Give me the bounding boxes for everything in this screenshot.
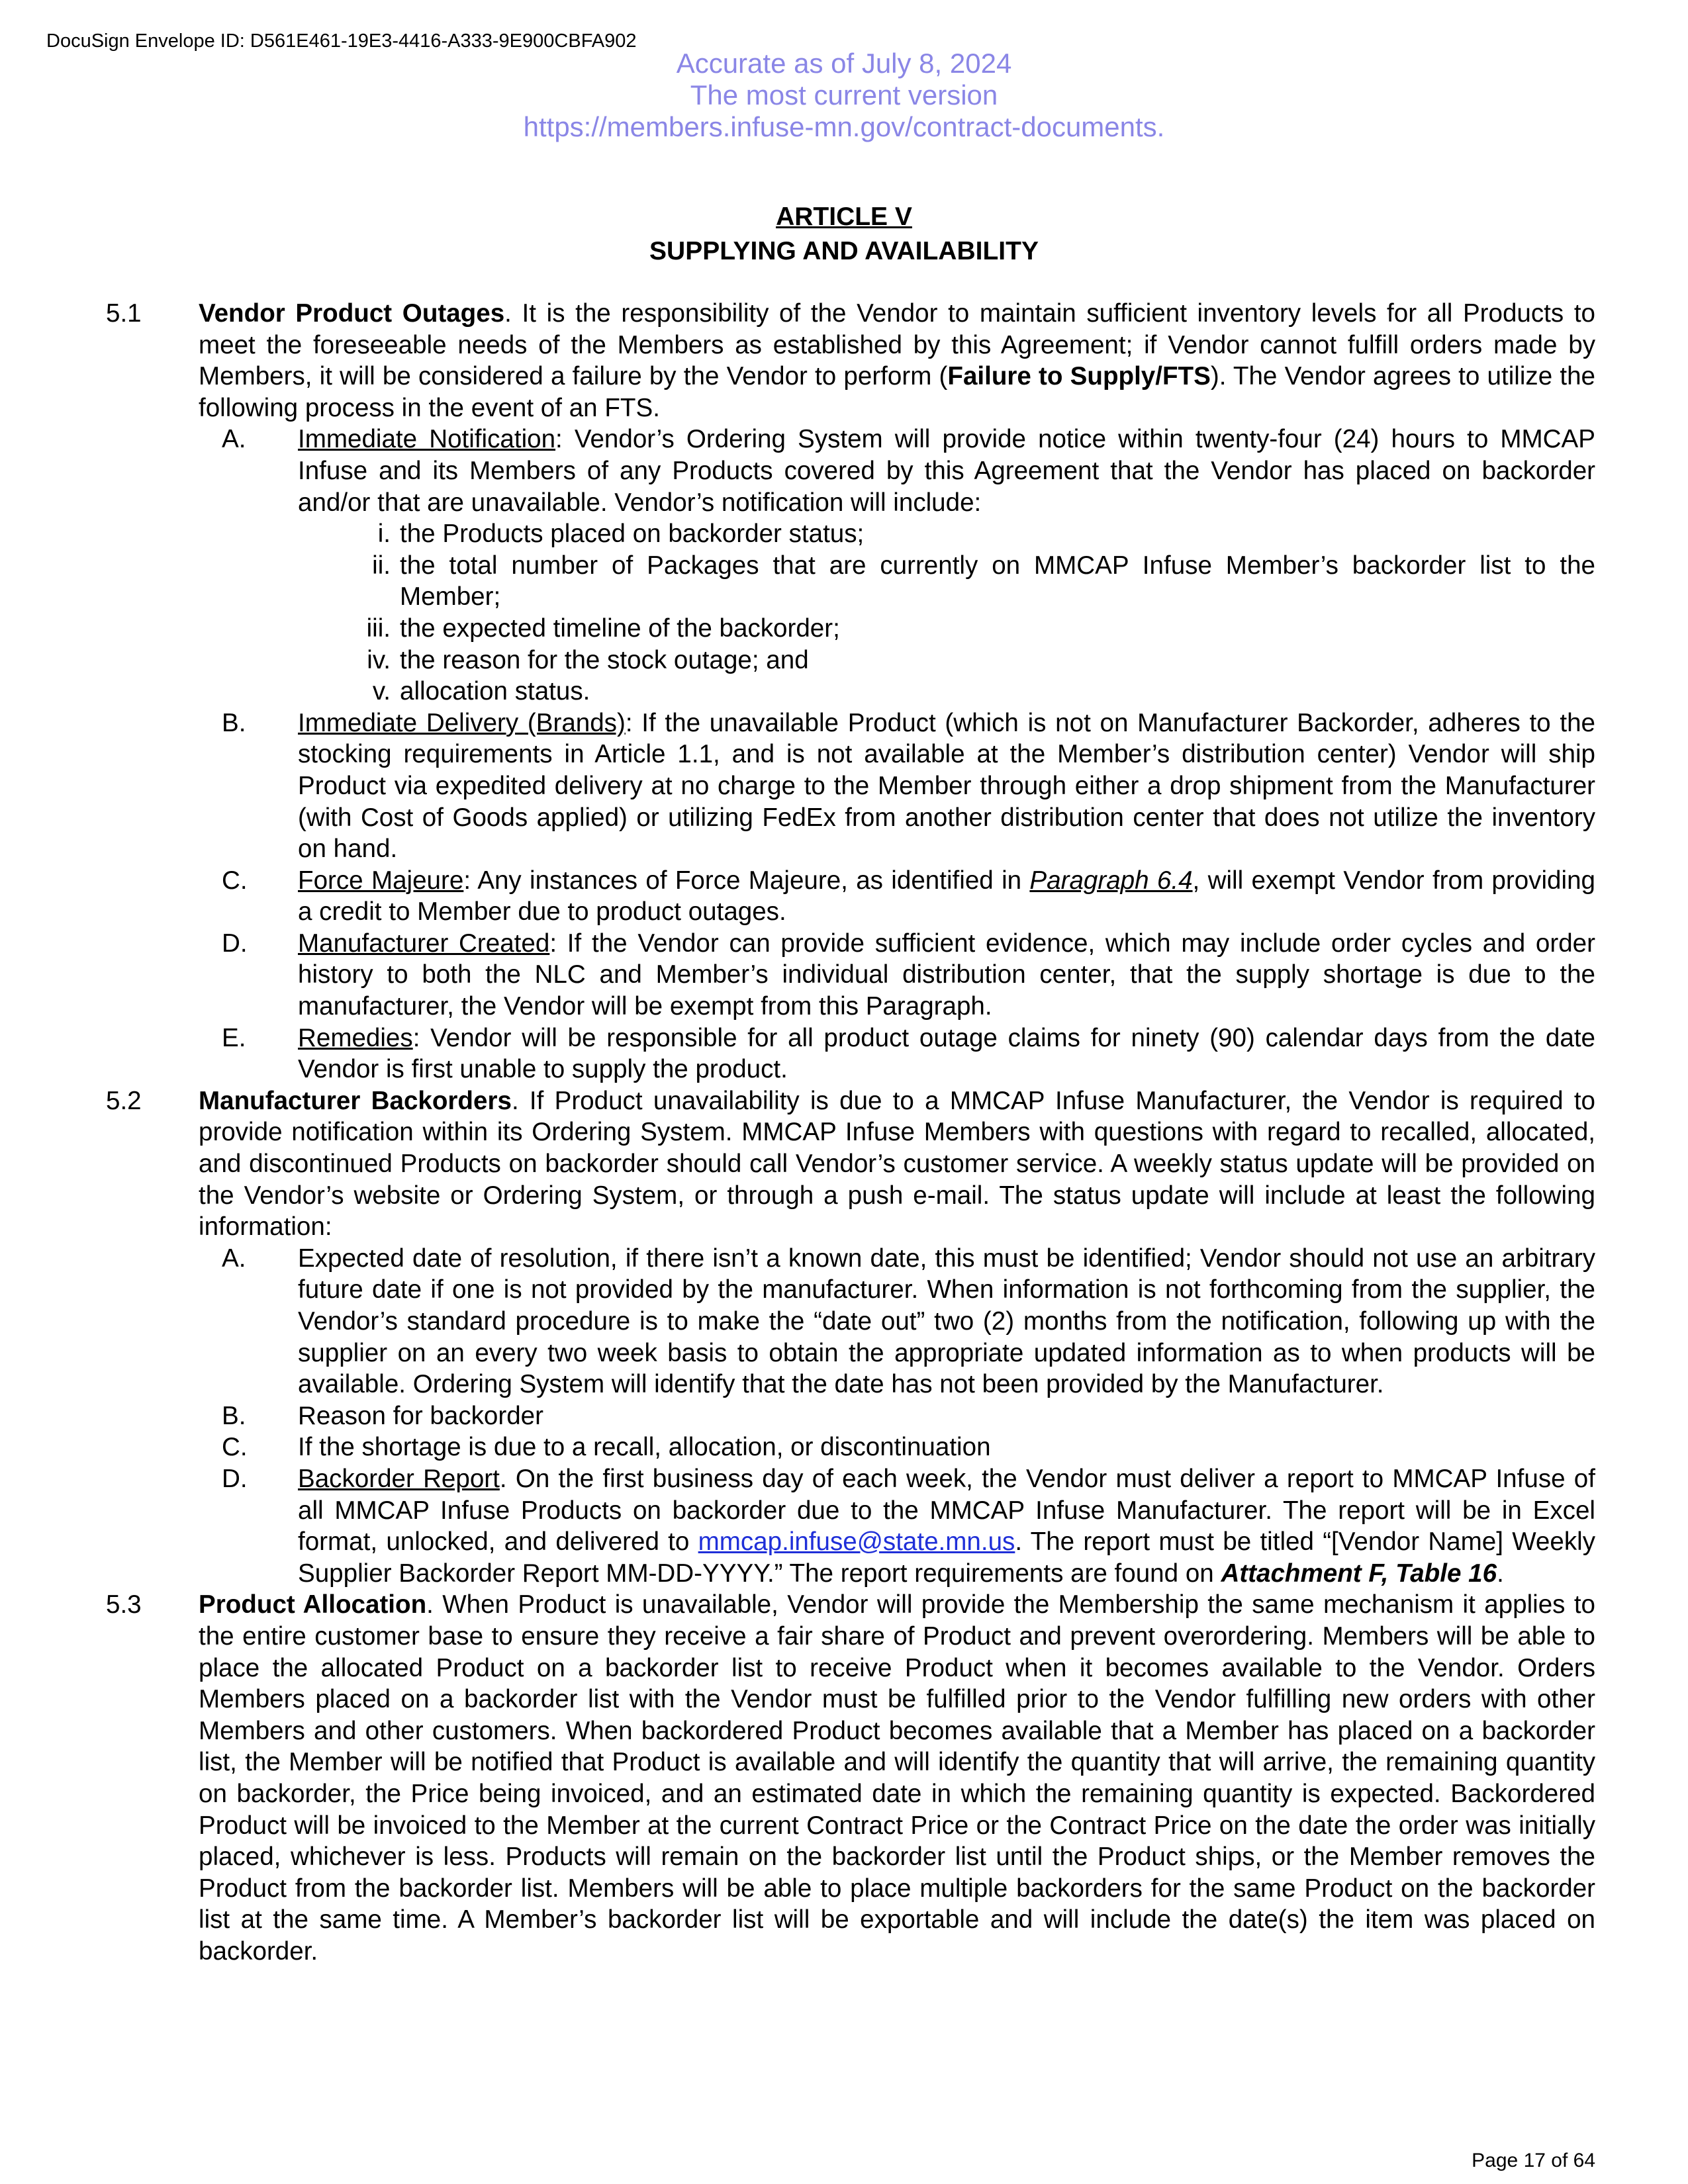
item-label: C. (222, 1433, 248, 1462)
paragraph-reference: Paragraph 6.4 (1029, 866, 1193, 895)
item-text: : Vendor will be responsible for all product outage claims for ninety (90) calendar days from the date Vendor is first unable to supply the product. (298, 1023, 1595, 1084)
item-5-1-a-i (106, 518, 1595, 550)
item-label: v. (372, 677, 391, 706)
section-title: Vendor Product Outages (199, 299, 505, 328)
item-heading: Force Majeure (298, 866, 464, 895)
item-text: the reason for the stock outage; and (400, 645, 809, 674)
item-label: iv. (367, 645, 391, 674)
section-text: ). The Vendor agrees to utilize the following process in the event of an FTS. (199, 362, 1595, 422)
item-heading: Immediate Notification (298, 425, 556, 454)
item-5-2-d (106, 1463, 1595, 1589)
item-heading: Manufacturer Created (298, 929, 550, 958)
defined-term: Failure to Supply/FTS (947, 362, 1211, 391)
item-5-2-a (106, 1243, 1595, 1400)
item-5-1-a-iv (106, 645, 1595, 676)
item-5-1-a (106, 424, 1595, 518)
item-label: E. (222, 1023, 246, 1052)
document-body (106, 298, 1595, 1967)
item-text: : Vendor’s Ordering System will provide notice within twenty-four (24) hours to MMCAP Infuse and its Members of any Products covered by this Agreement that the Vendor has placed on backorder and/or that are unavailable. Vendor’s notification will include: (298, 425, 1595, 517)
item-label: iii. (366, 614, 391, 643)
item-5-1-a-v (106, 676, 1595, 707)
item-label: B. (222, 708, 246, 737)
section-text: . It is the responsibility of the Vendor to maintain sufficient inventory levels for all Products to meet the foreseeable needs of the Members as established by this Agreement; if Vendor cannot fulfill orders made by Members, it will be considered a failure by the Vendor to perform ( (199, 299, 1596, 391)
item-heading: Backorder Report (298, 1464, 500, 1493)
section-5-3 (106, 1589, 1595, 1967)
item-heading: Remedies (298, 1023, 413, 1052)
item-label: A. (222, 1244, 246, 1273)
item-text: : If the Vendor can provide sufficient evidence, which may include order cycles and order history to both the NLC and Member’s individual distribution center, that the supply shortage is due to the manufacturer, the Vendor will be exempt from this Paragraph. (298, 929, 1595, 1021)
item-text: the expected timeline of the backorder; (400, 614, 840, 643)
section-5-1 (106, 298, 1595, 424)
item-5-1-e (106, 1023, 1595, 1085)
article-heading (0, 200, 1688, 269)
section-text: . If Product unavailability is due to a MMCAP Infuse Manufacturer, the Vendor is required to provide notification within its Ordering System. MMCAP Infuse Members with questions with regard to recalled, allocated, and discontinued Products on backorder should call Vendor’s customer service. A weekly status update will be provided on the Vendor’s website or Ordering System, or through a push e-mail. The status update will include at least the following information: (199, 1086, 1595, 1242)
item-label: D. (222, 929, 248, 958)
item-text: . On the first business day of each week, the Vendor must deliver a report to MMCAP Infuse of all MMCAP Infuse Products on backorder due to the MMCAP Infuse Manufacturer. The report will be in Excel format, unlocked, and delivered to (298, 1464, 1595, 1557)
docusign-envelope-id: DocuSign Envelope ID: D561E461-19E3-4416-A333-9E900CBFA902 (46, 30, 637, 52)
item-text: allocation status. (400, 677, 590, 706)
item-text: . The report must be titled “[Vendor Name] Weekly Supplier Backorder Report MM-DD-YYYY.” The report requirements are found on (298, 1527, 1595, 1588)
item-5-1-c (106, 865, 1595, 928)
section-title: Manufacturer Backorders (199, 1086, 512, 1115)
item-text: If the shortage is due to a recall, allocation, or discontinuation (298, 1433, 991, 1462)
section-number: 5.1 (106, 299, 142, 328)
watermark-line-1: Accurate as of July 8, 2024 (676, 48, 1012, 79)
attachment-reference: Attachment F, Table 16 (1221, 1559, 1497, 1588)
item-heading: Immediate Delivery (Brands) (298, 708, 626, 737)
item-5-1-a-iii (106, 613, 1595, 645)
watermark-line-2: The most current version (690, 79, 998, 111)
watermark-url[interactable]: https://members.infuse-mn.gov/contract-documents. (523, 111, 1165, 142)
article-number: ARTICLE V (776, 203, 912, 231)
section-5-2 (106, 1085, 1595, 1243)
item-text: . (1497, 1559, 1504, 1588)
item-5-2-b (106, 1400, 1595, 1432)
section-number: 5.2 (106, 1086, 142, 1115)
item-text: : If the unavailable Product (which is not on Manufacturer Backorder, adheres to the stocking requirements in Article 1.1, and is not available at the Member’s distribution center) Vendor will ship Product via expedited delivery at no charge to the Member through either a drop shipment from the Manufacturer (with Cost of Goods applied) or utilizing FedEx from another distribution center that does not utilize the inventory on hand. (298, 708, 1595, 864)
item-text: Reason for backorder (298, 1401, 543, 1430)
item-text: the total number of Packages that are currently on MMCAP Infuse Member’s backorder list to the Member; (400, 551, 1595, 612)
item-label: B. (222, 1401, 246, 1430)
accuracy-watermark (0, 48, 1688, 143)
item-5-1-b (106, 707, 1595, 865)
item-text: Expected date of resolution, if there isn’t a known date, this must be identified; Vendor should not use an arbitrary future date if one is not provided by the manufacturer. When information is not forthcoming from the supplier, the Vendor’s standard procedure is to make the “date out” two (2) months from the notification, following up with the supplier on an every two week basis to obtain the appropriate updated information as to when products will be available. Ordering System will identify that the date has not been provided by the Manufacturer. (298, 1244, 1595, 1399)
item-text: the Products placed on backorder status; (400, 520, 865, 549)
section-number: 5.3 (106, 1590, 142, 1619)
section-text: . When Product is unavailable, Vendor will provide the Membership the same mechanism it applies to the entire customer base to ensure they receive a fair share of Product and prevent overordering. Members will be able to place the allocated Product on a backorder list to receive Product when it becomes available to the Vendor. Orders Members placed on a backorder list with the Vendor must be fulfilled prior to the Vendor fulfilling new orders with other Members and other customers. When backordered Product becomes available that a Member has placed on a backorder list, the Member will be notified that Product is available and will identify the quantity that will arrive, the remaining quantity on backorder, the Price being invoiced, and an estimated date in which the remaining quantity is expected. Backordered Product will be invoiced to the Member at the current Contract Price or the Contract Price on the date the order was initially placed, whichever is less. Products will remain on the backorder list until the Product ships, or the Member removes the Product from the backorder list. Members will be able to place multiple backorders for the same Product on the backorder list at the same time. A Member’s backorder list will be exportable and will include the date(s) the item was placed on backorder. (199, 1590, 1596, 1966)
item-label: A. (222, 425, 246, 454)
item-label: i. (377, 520, 391, 549)
item-5-2-c (106, 1432, 1595, 1463)
email-link[interactable]: mmcap.infuse@state.mn.us (698, 1527, 1015, 1557)
page-number: Page 17 of 64 (1472, 2150, 1595, 2171)
item-label: D. (222, 1464, 248, 1493)
item-5-1-a-ii (106, 550, 1595, 613)
item-text: , will exempt Vendor from providing a credit to Member due to product outages. (298, 866, 1595, 927)
item-5-1-d (106, 928, 1595, 1023)
item-label: ii. (372, 551, 391, 580)
item-text: : Any instances of Force Majeure, as identified in (463, 866, 1030, 895)
item-label: C. (222, 866, 248, 895)
section-title: Product Allocation (199, 1590, 427, 1619)
article-title: SUPPLYING AND AVAILABILITY (649, 237, 1039, 265)
